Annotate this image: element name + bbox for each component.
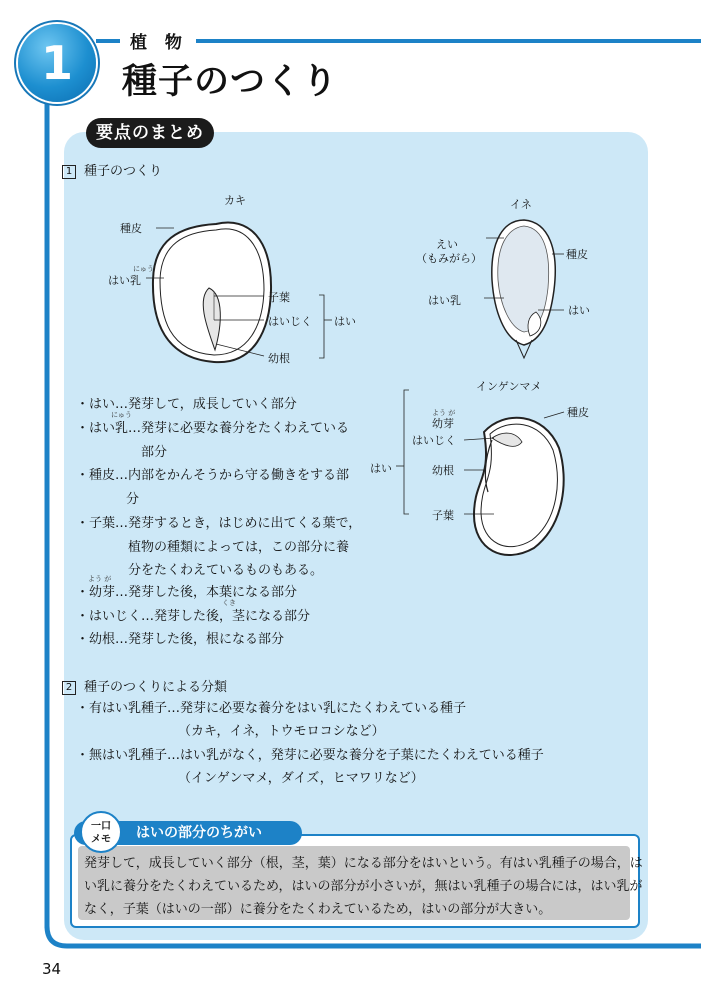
ruby-kuki: くき	[222, 599, 236, 607]
summary-badge: 要点のまとめ	[86, 118, 214, 148]
ine-title: イネ	[510, 198, 532, 211]
classification-line: （インゲンマメ，ダイズ，ヒマワリなど）	[178, 771, 424, 786]
ine-endosperm-label: はい乳	[428, 294, 461, 307]
page-title: 種子のつくり	[122, 62, 339, 102]
memo-text-line: い乳に養分をたくわえているため，はいの部分が小さいが，無はい乳種子の場合には，はい乳が	[84, 879, 643, 894]
memo-text-line: なく，子葉（はいの一部）に養分をたくわえているため，はいの部分が大きい。	[84, 902, 552, 917]
section1-heading	[62, 160, 162, 179]
classification-line: ・有はい乳種子…発芽に必要な養分をはい乳にたくわえている種子	[76, 701, 467, 716]
definition-line: ・幼根…発芽した後，根になる部分	[76, 632, 285, 647]
page-number: 34	[42, 960, 62, 978]
memo-icon-line2: メモ	[91, 834, 111, 845]
kaki-cotyledon-label: 子葉	[268, 291, 290, 304]
kaki-seed-diagram	[146, 222, 332, 362]
ingen-title: インゲンマメ	[476, 380, 542, 393]
kaki-endosperm-label: はい乳	[108, 274, 141, 287]
classification-line: ・無はい乳種子…はい乳がなく，発芽に必要な養分を子葉にたくわえている種子	[76, 748, 544, 763]
kaki-title: カキ	[224, 194, 246, 207]
ine-seed-coat-label: 種皮	[566, 248, 588, 261]
ingen-embryo-label: はい	[370, 462, 392, 475]
kaki-hypocotyl-label: はいじく	[268, 315, 312, 328]
kaki-radicle-label: 幼根	[268, 352, 290, 365]
definition-line: 分	[126, 492, 140, 507]
kaki-embryo-label: はい	[334, 315, 356, 328]
chapter-number-circle: 1	[18, 24, 96, 102]
definition-line: ・種皮…内部をかんそうから守る働きをする部	[76, 468, 350, 483]
memo-icon-line1: 一口	[91, 821, 111, 832]
category-label: 植 物	[130, 33, 188, 53]
classification-line: （カキ，イネ，トウモロコシなど）	[178, 724, 385, 739]
section1-number: 1	[62, 165, 76, 179]
memo-icon	[80, 811, 122, 853]
ingen-plumule-label: 幼芽	[432, 417, 454, 430]
ingen-seed-coat-label: 種皮	[567, 406, 589, 419]
section2-number: 2	[62, 681, 76, 695]
ruby-youga: よう が	[88, 575, 112, 583]
kaki-seed-coat-label: 種皮	[120, 222, 142, 235]
kaki-endosperm-ruby: にゅう	[133, 265, 154, 273]
definition-line: 分をたくわえているものもある。	[128, 563, 324, 578]
definition-line: ・はいじく…発芽した後，茎になる部分	[76, 609, 311, 624]
section2-heading	[62, 676, 227, 695]
definition-line: ・はい乳…発芽に必要な養分をたくわえている	[76, 421, 350, 436]
definition-line: ・幼芽…発芽した後，本葉になる部分	[76, 585, 298, 600]
ingen-radicle-label: 幼根	[432, 464, 454, 477]
definition-line: ・子葉…発芽するとき，はじめに出てくる葉で，	[76, 516, 362, 531]
ingen-hypocotyl-label: はいじく	[412, 434, 456, 447]
ine-husk-label-1: えい	[436, 238, 458, 251]
ingen-cotyledon-label: 子葉	[432, 509, 454, 522]
ine-seed-diagram	[484, 220, 564, 358]
section1-heading-text: 種子のつくり	[84, 164, 163, 179]
definition-line: ・はい…発芽して，成長していく部分	[76, 397, 297, 412]
definition-line: 植物の種類によっては，この部分に養	[128, 540, 350, 555]
memo-text-line: 発芽して，成長していく部分（根，茎，葉）になる部分をはいという。有はい乳種子の場合，は	[84, 856, 643, 871]
definition-line: 部分	[141, 445, 168, 460]
ingen-plumule-ruby: よう が	[432, 409, 456, 417]
ine-husk-label-2: （もみがら）	[416, 252, 482, 265]
memo-title: はいの部分のちがい	[74, 821, 302, 845]
ruby-nyuu: にゅう	[111, 411, 132, 419]
section2-heading-text: 種子のつくりによる分類	[84, 680, 228, 695]
ine-embryo-label: はい	[568, 304, 590, 317]
ingen-seed-diagram	[396, 390, 564, 555]
